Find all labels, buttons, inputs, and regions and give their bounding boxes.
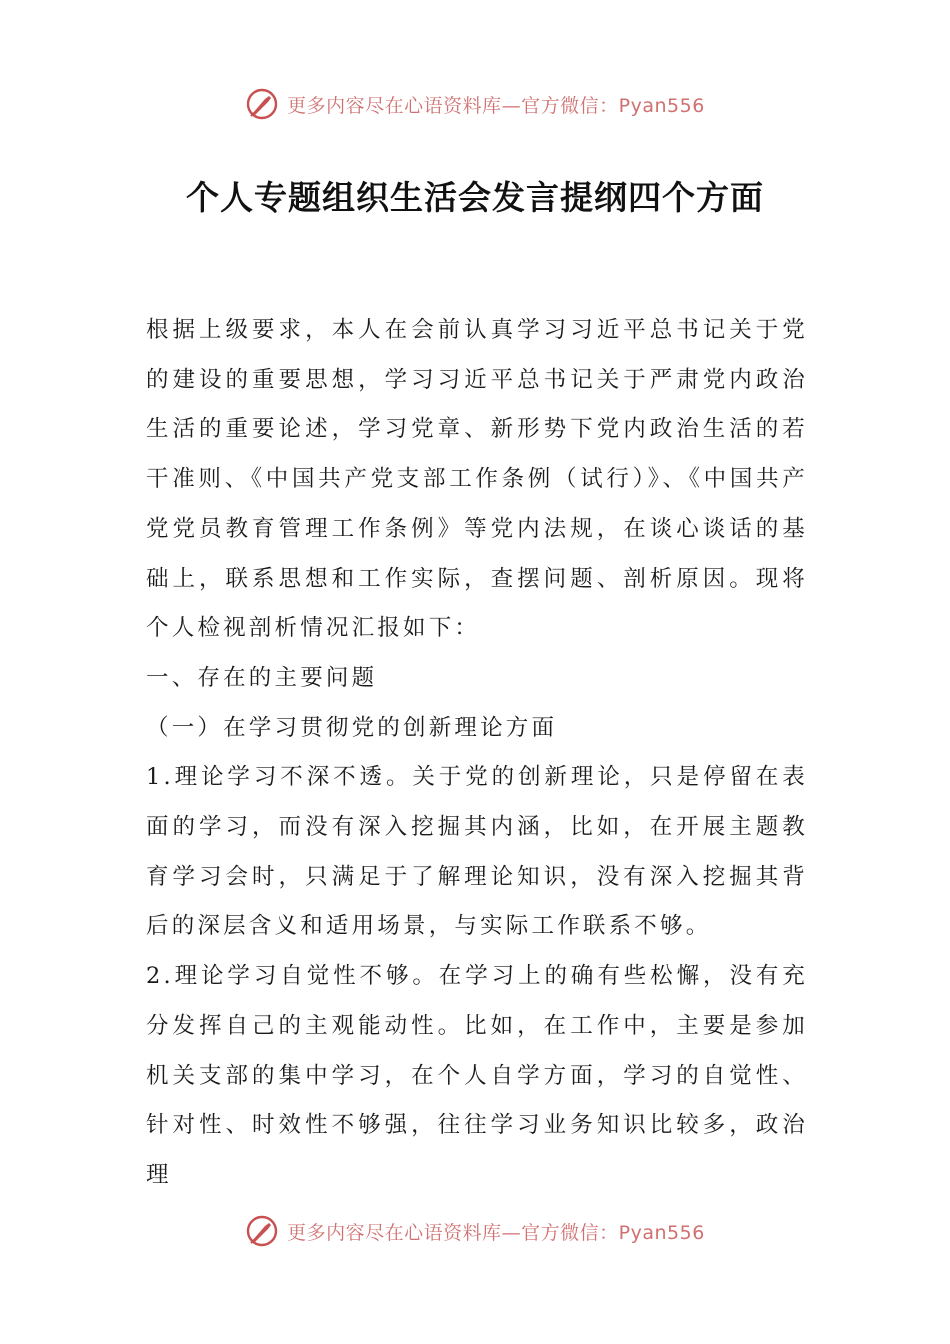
pen-logo-icon	[245, 87, 279, 121]
watermark-account: Pyan556	[618, 1221, 705, 1244]
document-title: 个人专题组织生活会发言提纲四个方面	[186, 178, 764, 217]
watermark-text	[287, 1218, 705, 1245]
paragraph-intro: 根据上级要求，本人在会前认真学习习近平总书记关于党的建设的重要思想，学习习近平总书记关于严肃党内政治生活的重要论述，学习党章、新形势下党内政治生活的若干准则、《中国共产党支部工作条例（试行）》、《中国共产党党员教育管理工作条例》等党内法规，在谈心谈话的基础上，联系思想和工作实际，查摆问题、剖析原因。现将个人检视剖析情况汇报如下：	[146, 317, 808, 642]
header-watermark	[0, 84, 950, 124]
section-heading: 一、存在的主要问题	[146, 664, 378, 691]
watermark-account: Pyan556	[618, 94, 705, 117]
watermark-text	[287, 91, 705, 118]
watermark-label: 更多内容尽在心语资料库—官方微信：	[287, 1221, 619, 1244]
paragraph-item-2: 2.理论学习自觉性不够。在学习上的确有些松懈，没有充分发挥自己的主观能动性。比如，在工作中，主要是参加机关支部的集中学习，在个人自学方面，学习的自觉性、针对性、时效性不够强，往往学习业务知识比较多，政治理	[146, 963, 808, 1188]
pen-logo-icon	[245, 1214, 279, 1248]
subsection-heading: （一）在学习贯彻党的创新理论方面	[146, 714, 558, 741]
footer-watermark	[0, 1211, 950, 1251]
watermark-label: 更多内容尽在心语资料库—官方微信：	[287, 94, 619, 117]
document-body	[146, 306, 808, 1201]
paragraph-item-1: 1.理论学习不深不透。关于党的创新理论，只是停留在表面的学习，而没有深入挖掘其内涵，比如，在开展主题教育学习会时，只满足于了解理论知识，没有深入挖掘其背后的深层含义和适用场景，与实际工作联系不够。	[146, 764, 808, 940]
